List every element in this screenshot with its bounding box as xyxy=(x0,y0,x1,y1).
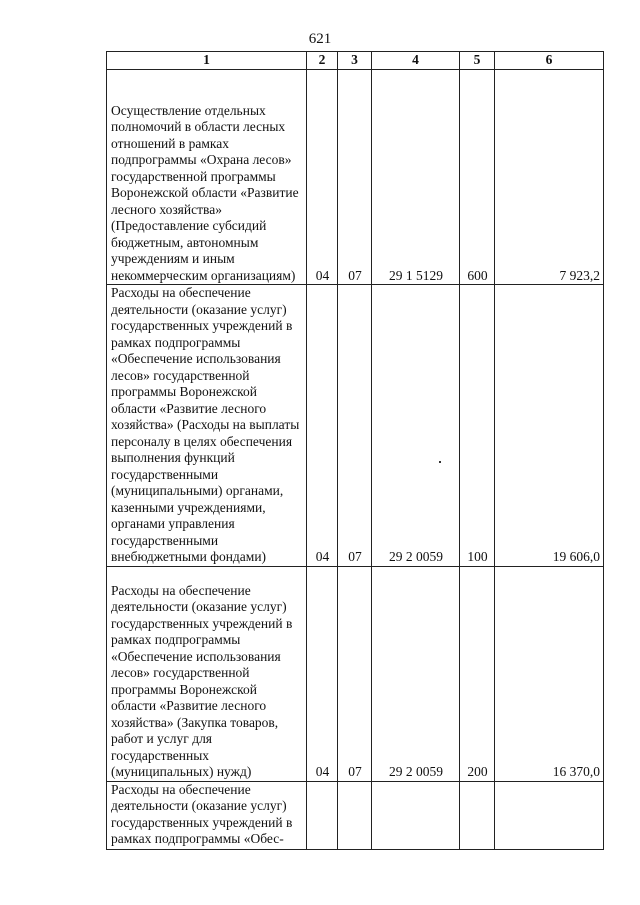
row-expense-type-code xyxy=(460,781,495,849)
table-row xyxy=(107,781,604,849)
column-header-1: 1 xyxy=(107,52,307,70)
scan-speck xyxy=(439,461,441,463)
row-target-article-code xyxy=(372,781,460,849)
column-header-4: 4 xyxy=(372,52,460,70)
page-number: 621 xyxy=(308,31,332,47)
row-section-code: 04 xyxy=(307,285,338,567)
column-header-6: 6 xyxy=(495,52,604,70)
row-subsection-code: 07 xyxy=(338,285,372,567)
row-description: Осуществление отдельных полномочий в области лесных отношений в рамках подпрограммы «Охрана лесов» государственной программы Воронежской области «Развитие лесного хозяйства» (Предоставление субсидий бюджетным, автономным учреждениям и иным некоммерческим организациям) xyxy=(107,70,307,285)
row-expense-type-code: 100 xyxy=(460,285,495,567)
column-header-5: 5 xyxy=(460,52,495,70)
row-subsection-code: 07 xyxy=(338,70,372,285)
header-row xyxy=(107,52,604,70)
row-target-article-code: 29 2 0059 xyxy=(372,285,460,567)
row-section-code xyxy=(307,781,338,849)
row-expense-type-code: 600 xyxy=(460,70,495,285)
column-header-3: 3 xyxy=(338,52,372,70)
row-amount: 7 923,2 xyxy=(495,70,604,285)
row-description: Расходы на обеспечение деятельности (оказание услуг) государственных учреждений в рамках подпрограммы «Обес- xyxy=(107,781,307,849)
row-expense-type-code: 200 xyxy=(460,566,495,781)
column-header-2: 2 xyxy=(307,52,338,70)
table-row xyxy=(107,70,604,285)
row-subsection-code xyxy=(338,781,372,849)
row-subsection-code: 07 xyxy=(338,566,372,781)
table-row xyxy=(107,566,604,781)
row-description: Расходы на обеспечение деятельности (оказание услуг) государственных учреждений в рамках подпрограммы «Обеспечение использования лесов» государственной программы Воронежской области «Развитие лесного хозяйства» (Закупка товаров, работ и услуг для государственных (муниципальных) нужд) xyxy=(107,566,307,781)
row-target-article-code: 29 2 0059 xyxy=(372,566,460,781)
row-amount xyxy=(495,781,604,849)
row-section-code: 04 xyxy=(307,70,338,285)
table-row xyxy=(107,285,604,567)
row-amount: 16 370,0 xyxy=(495,566,604,781)
row-description: Расходы на обеспечение деятельности (оказание услуг) государственных учреждений в рамках подпрограммы «Обеспечение использования лесов» государственной программы Воронежской области «Развитие лесного хозяйства» (Расходы на выплаты персоналу в целях обеспечения выполнения функций государственными (муниципальными) органами, казенными учреждениями, органами управления государственными внебюджетными фондами) xyxy=(107,285,307,567)
row-target-article-code: 29 1 5129 xyxy=(372,70,460,285)
row-amount: 19 606,0 xyxy=(495,285,604,567)
row-section-code: 04 xyxy=(307,566,338,781)
budget-table xyxy=(106,51,604,850)
